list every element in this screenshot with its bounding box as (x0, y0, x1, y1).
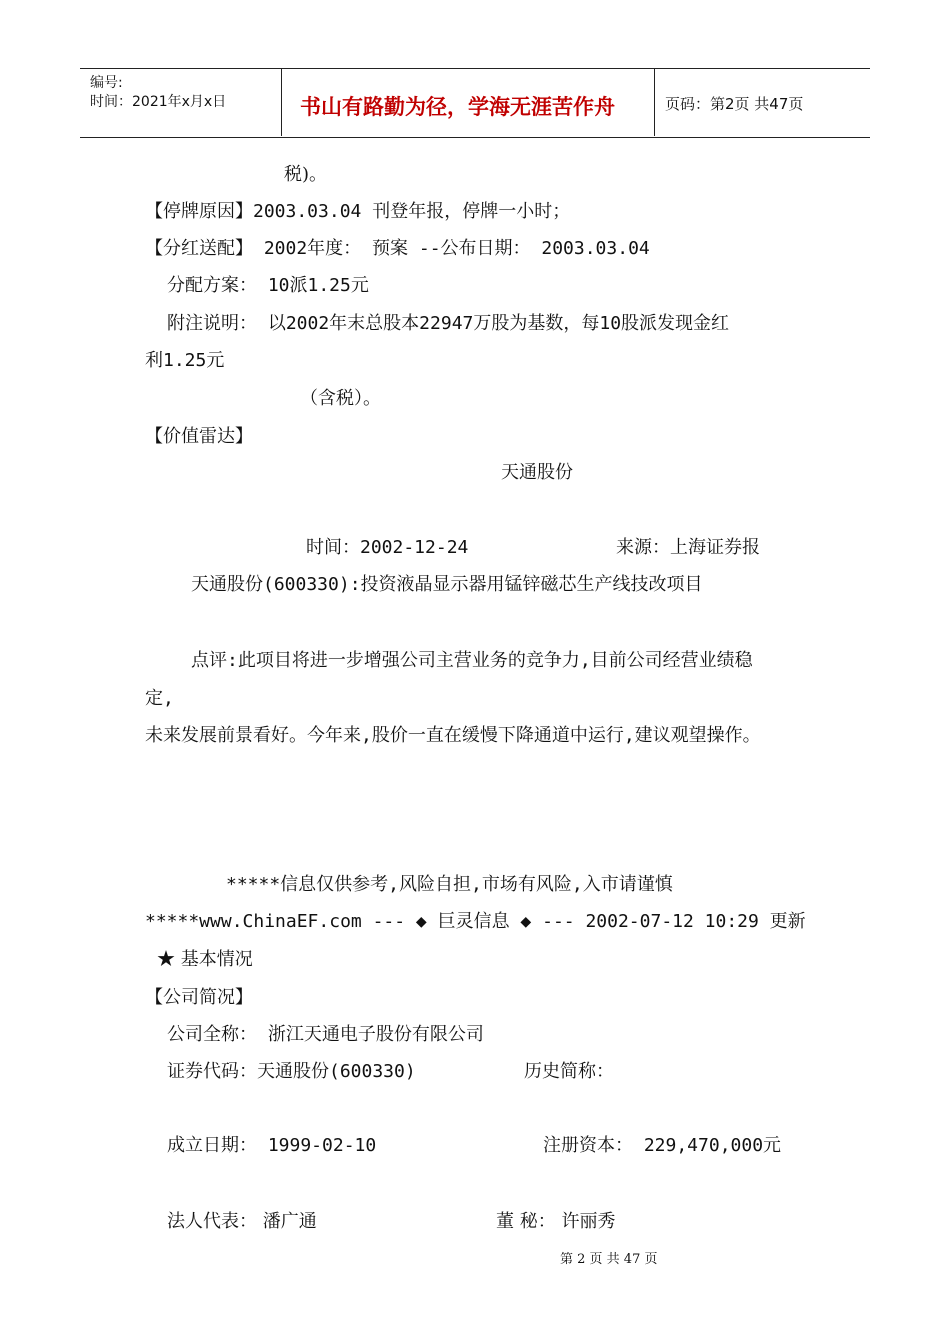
section-heading-company-profile: 【公司简况】 (145, 987, 253, 1008)
text-line-2: 【停牌原因】2003.03.04 刊登年报，停牌一小时； (145, 201, 571, 222)
header-motto: 书山有路勤为径，学海无涯苦作舟 (300, 95, 615, 119)
header-number-label: 编号: (90, 75, 123, 91)
section-heading-basic-info: ★ 基本情况 (157, 949, 253, 970)
former-name-label: 历史简称： (524, 1061, 614, 1082)
company-full-name: 公司全称： 浙江天通电子股份有限公司 (167, 1024, 484, 1045)
comment-line-2: 定, (145, 688, 174, 709)
text-line-6: 利1.25元 (145, 350, 225, 371)
legal-representative: 法人代表： 潘广通 (167, 1211, 317, 1232)
header-divider-1 (281, 68, 282, 136)
header-page-label: 页码：第2页 共47页 (665, 95, 804, 113)
text-line-5: 附注说明： 以2002年末总股本22947万股为基数，每10股派发现金红 (167, 313, 730, 334)
source-update-line: *****www.ChinaEF.com --- ◆ 巨灵信息 ◆ --- 2002-07-12 10:29 更新 (145, 911, 806, 932)
text-line-3: 【分红送配】 2002年度： 预案 --公布日期： 2003.03.04 (145, 238, 650, 259)
footer-page-number: 第 2 页 共 47 页 (560, 1252, 658, 1267)
security-code: 证券代码：天通股份(600330) (167, 1061, 416, 1082)
comment-line-3: 未来发展前景看好。今年来,股价一直在缓慢下降通道中运行,建议观望操作。 (145, 725, 761, 746)
text-line-7: （含税）。 (300, 388, 381, 409)
board-secretary: 董 秘： 许丽秀 (496, 1211, 616, 1232)
article-source: 来源：上海证券报 (616, 537, 760, 558)
article-time: 时间：2002-12-24 (306, 537, 469, 558)
article-headline: 天通股份(600330):投资液晶显示器用锰锌磁芯生产线技改项目 (191, 574, 703, 595)
header-time-label: 时间：2021年x月x日 (90, 94, 227, 110)
comment-line-1: 点评:此项目将进一步增强公司主营业务的竞争力,目前公司经营业绩稳 (191, 650, 753, 671)
text-line-4: 分配方案： 10派1.25元 (167, 275, 369, 296)
registered-capital: 注册资本： 229,470,000元 (543, 1135, 782, 1156)
founding-date: 成立日期： 1999-02-10 (167, 1135, 377, 1156)
section-heading-value-radar: 【价值雷达】 (145, 426, 253, 447)
header-divider-2 (654, 68, 655, 136)
disclaimer-line: *****信息仅供参考,风险自担,市场有风险,入市请谨慎 (226, 874, 673, 895)
text-line-1: 税)。 (284, 164, 328, 185)
article-title: 天通股份 (501, 462, 573, 483)
